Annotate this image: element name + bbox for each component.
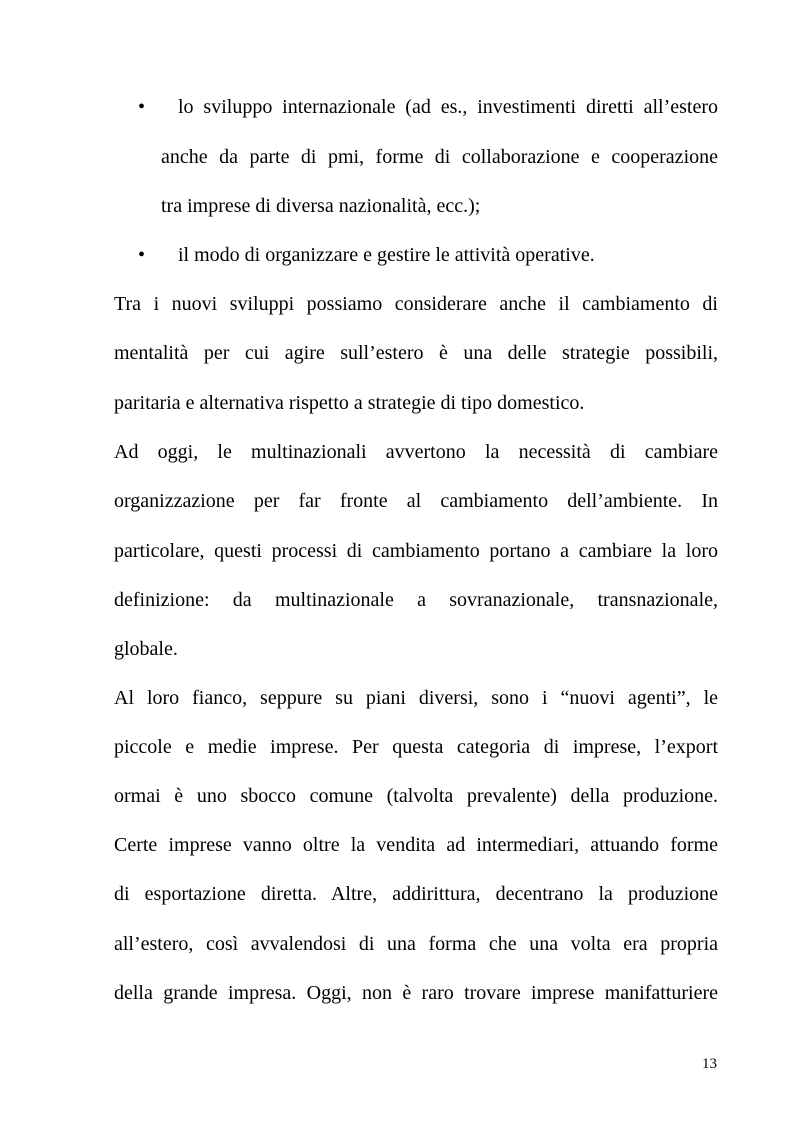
paragraph-2-line-5: globale. bbox=[114, 638, 178, 660]
paragraph-1-line-3: paritaria e alternativa rispetto a strategie di tipo domestico. bbox=[114, 392, 585, 414]
paragraph-1-line-1: Tra i nuovi sviluppi possiamo considerare anche il cambiamento di bbox=[114, 293, 718, 315]
paragraph-3-line-1: Al loro fianco, seppure su piani diversi, sono i “nuovi agenti”, le bbox=[114, 687, 718, 709]
paragraph-3-line-3: ormai è uno sbocco comune (talvolta prevalente) della produzione. bbox=[114, 785, 718, 807]
bullet-marker: • bbox=[138, 96, 146, 118]
paragraph-2-line-2: organizzazione per far fronte al cambiamento dell’ambiente. In bbox=[114, 490, 718, 512]
paragraph-3-line-7: della grande impresa. Oggi, non è raro trovare imprese manifatturiere bbox=[114, 982, 718, 1004]
bullet-item-2-line-1: il modo di organizzare e gestire le attività operative. bbox=[178, 244, 595, 266]
paragraph-1-line-2: mentalità per cui agire sull’estero è una delle strategie possibili, bbox=[114, 342, 718, 364]
paragraph-3-line-5: di esportazione diretta. Altre, addirittura, decentrano la produzione bbox=[114, 883, 718, 905]
paragraph-2-line-1: Ad oggi, le multinazionali avvertono la necessità di cambiare bbox=[114, 441, 718, 463]
page-number: 13 bbox=[702, 1056, 717, 1072]
paragraph-3-line-4: Certe imprese vanno oltre la vendita ad intermediari, attuando forme bbox=[114, 834, 718, 856]
bullet-marker: • bbox=[138, 244, 146, 266]
bullet-item-1-line-2: anche da parte di pmi, forme di collaborazione e cooperazione bbox=[161, 146, 718, 168]
bullet-item-1-line-3: tra imprese di diversa nazionalità, ecc.); bbox=[161, 195, 481, 217]
paragraph-2-line-4: definizione: da multinazionale a sovranazionale, transnazionale, bbox=[114, 589, 718, 611]
paragraph-3-line-2: piccole e medie imprese. Per questa categoria di imprese, l’export bbox=[114, 736, 718, 758]
bullet-item-1-line-1: lo sviluppo internazionale (ad es., investimenti diretti all’estero bbox=[178, 96, 718, 118]
paragraph-2-line-3: particolare, questi processi di cambiamento portano a cambiare la loro bbox=[114, 540, 718, 562]
paragraph-3-line-6: all’estero, così avvalendosi di una forma che una volta era propria bbox=[114, 933, 718, 955]
